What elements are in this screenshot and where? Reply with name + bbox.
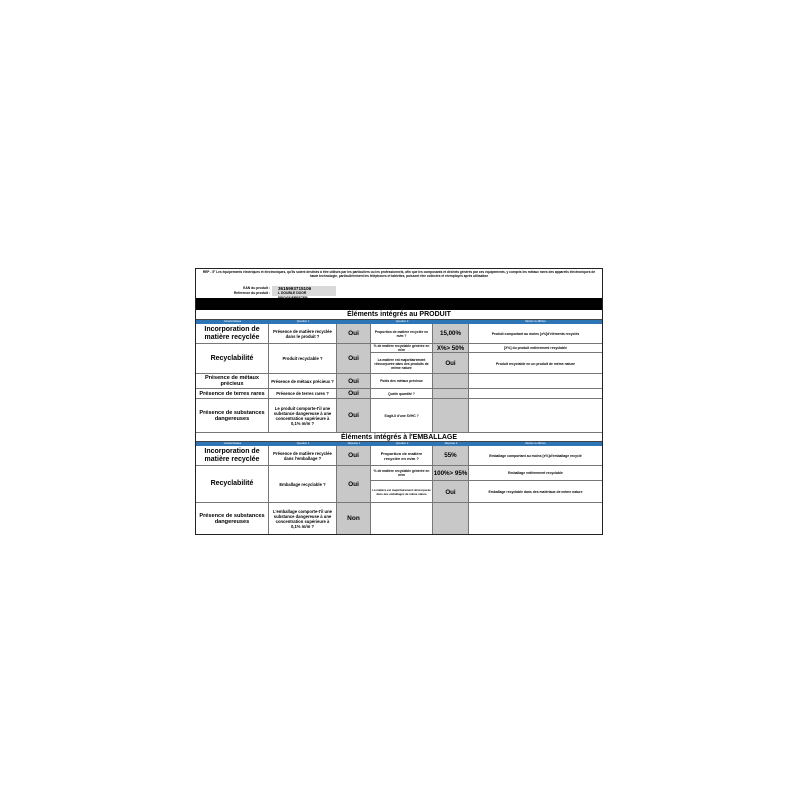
section-title-produit: Éléments intégrés au PRODUIT (196, 310, 602, 320)
separator-bar (196, 298, 602, 310)
question2: Quelle quantité ? (371, 389, 433, 398)
answer2-empty (433, 374, 469, 388)
answer2-empty (433, 399, 469, 432)
row-produit-terres (196, 389, 602, 399)
col-caracteristique: Caractéristique (223, 320, 242, 323)
car-label: Recyclabilité (196, 344, 269, 373)
car-label: Incorporation de matière recyclée (196, 446, 269, 465)
question2: Poids des métaux précieux (371, 374, 433, 388)
answer2: 55% (433, 446, 469, 465)
mention-empty (469, 374, 602, 388)
reference-row (196, 291, 356, 296)
question1: Présence de métaux précieux ? (269, 374, 337, 388)
answer2-empty (433, 389, 469, 398)
mention-group (469, 344, 602, 373)
answer2b: Oui (445, 360, 456, 367)
question2-group (371, 466, 433, 502)
question2-group (371, 344, 433, 373)
row-emballage-substances (196, 503, 602, 534)
answer1: Oui (337, 466, 371, 502)
mention-empty (469, 503, 602, 534)
question2a: % de matière recyclable générée en m/m (371, 466, 432, 481)
row-produit-incorporation (196, 324, 602, 344)
question2: Proportion de matière recyclée en m/m ? (371, 324, 433, 343)
col-mention: Mention à afficher (525, 442, 546, 445)
answer1: Oui (337, 399, 371, 432)
question2: S'agit-il d'une SVHC ? (371, 399, 433, 432)
mention: Emballage comportant au moins [x%]d'emballage recyclé (489, 453, 582, 458)
answer2-group (433, 344, 469, 373)
mention-empty (469, 389, 602, 398)
reference-value: L DOUBLE DOOR (272, 291, 336, 296)
row-produit-substances (196, 399, 602, 433)
rep-description: REP - 5° Les équipements électriques et électroniques, qu'ils soient destinés à être utilisés par les particuliers ou les professionnels, afin que les composants et déchets générés par ces équipements, y compris les métaux rares des appareils électroniques de haute technologie, particulièrement les téléphones et tablettes, puissent être collectés et réemployés après utilisation (202, 270, 596, 278)
row-emballage-incorporation (196, 446, 602, 466)
question2b: La matière est majoritairement réincorporée dans des produits de même nature (374, 357, 429, 370)
col-question1: Question 1 (296, 320, 310, 323)
answer1: Non (337, 503, 371, 534)
mention: Produit comportant au moins [x%]d'éléments recyclés (491, 331, 580, 336)
answer1: Oui (337, 344, 371, 373)
answer1: Oui (337, 446, 371, 465)
question1: Présence de terres rares ? (269, 389, 337, 398)
row-emballage-recyclabilite (196, 466, 602, 503)
car-label: Présence de substances dangereuses (196, 503, 269, 534)
col-caracteristique: Caractéristique (223, 442, 242, 445)
answer1: Oui (337, 374, 371, 388)
question1: Présence de matière recyclée dans le produit ? (269, 324, 337, 343)
answer2a: X%> 50% (433, 344, 468, 353)
question1: Emballage recyclable ? (269, 466, 337, 502)
question2b: La matière est majoritairement réincorporée dans des emballages de même nature (372, 488, 431, 496)
answer2-group (433, 466, 469, 502)
environmental-info-sheet (195, 268, 603, 535)
answer2a: 100%> 95% (433, 466, 468, 481)
mention-a: [X%] du produit entièrement recyclable (469, 344, 602, 353)
reference-label: Reference du produit : (233, 291, 270, 295)
question2: Proportion de matière recyclée en m/m ? (371, 446, 433, 465)
mention-b: Produit recyclable en un produit de même nature (496, 361, 575, 366)
col-question2: Question 2 (395, 442, 409, 445)
question1: Présence de matière recyclée dans l'emballage ? (269, 446, 337, 465)
answer1: Oui (337, 324, 371, 343)
answer2b: Oui (445, 488, 456, 496)
col-question2: Question 2 (395, 320, 409, 323)
ean-label: EAN du produit : (243, 286, 270, 290)
mention-b: Emballage recyclable dans des matériaux de même nature (488, 490, 583, 494)
question2a: % de matière recyclable générée en m/m (371, 344, 432, 353)
car-label: Présence de métaux précieux (196, 374, 269, 388)
car-label: Incorporation de matière recyclée (196, 324, 269, 343)
section-title-emballage: Éléments intégrés à l'EMBALLAGE (196, 433, 602, 442)
row-produit-metaux (196, 374, 602, 389)
question2-empty (371, 503, 433, 534)
mention-empty (469, 399, 602, 432)
answer2: 15,00% (433, 324, 469, 343)
col-reponse2: Réponse 2 (444, 442, 458, 445)
col-reponse1: Réponse 1 (347, 442, 361, 445)
answer1: Oui (337, 389, 371, 398)
col-question1: Question 1 (296, 442, 310, 445)
mention-a: Emballage entièrement recyclable (469, 466, 602, 481)
question1: L'emballage comporte-t'il une substance dangereuse à une concentration supérieure à 0,1% m/m ? (269, 503, 337, 534)
row-produit-recyclabilite (196, 344, 602, 374)
car-label: Recyclabilité (196, 466, 269, 502)
car-label: Présence de substances dangereuses (196, 399, 269, 432)
ean-value: 3615993715106 (272, 286, 336, 291)
car-label: Présence de terres rares (196, 389, 269, 398)
question1: Produit recyclable ? (269, 344, 337, 373)
mention-group (469, 466, 602, 502)
question1: Le produit comporte-t'il une substance dangereuse à une concentration supérieure à 0,1% m/m ? (269, 399, 337, 432)
col-mention: Mention à afficher (525, 320, 546, 323)
answer2-empty (433, 503, 469, 534)
